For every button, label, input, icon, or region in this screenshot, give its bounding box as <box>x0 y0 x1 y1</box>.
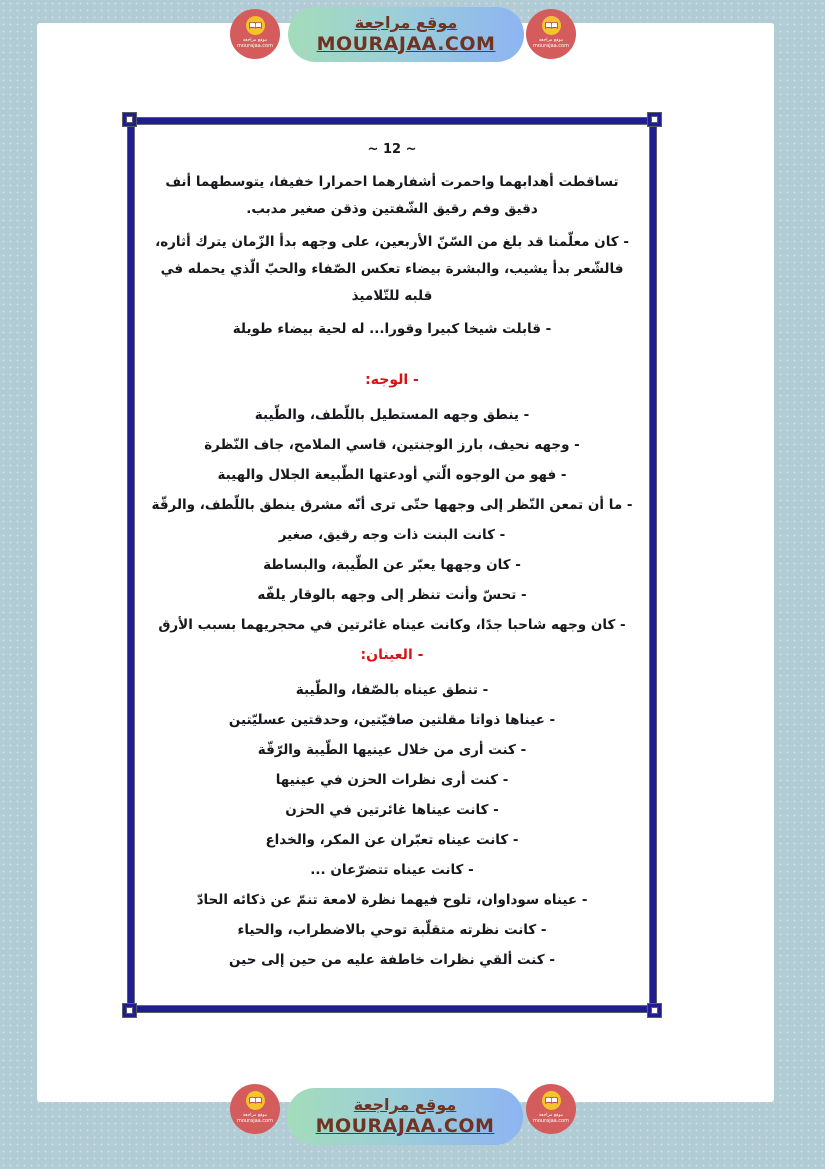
frame-corner-ornament <box>123 113 136 126</box>
description-line: - تحسّ وأنت تنظر إلى وجهه بالوقار يلفّه <box>257 587 527 603</box>
intro-paragraph: - قابلت شيخا كبيرا وقورا... له لحية بيضاء طويلة <box>232 321 552 337</box>
description-line: - ما أن تمعن النّظر إلى وجهها حتّى ترى أنّه مشرق ينطق باللّطف، والرقّة <box>151 497 633 513</box>
description-line: - عيناه سوداوان، تلوح فيهما نظرة لامعة تنمّ عن ذكائه الحادّ <box>196 892 588 908</box>
site-logo-badge <box>526 1084 576 1134</box>
intro-paragraph: - كان معلّمنا قد بلغ من السّنّ الأربعين، على وجهه بدأ الزّمان يترك أثاره، فالشّعر بدأ يشيب، والبشرة بيضاء تعكس الصّفاء والحبّ الّذي يحمله في قلبه للتّلاميذ <box>155 234 629 304</box>
frame-corner-ornament <box>648 113 661 126</box>
description-line: - عيناها ذواتا مقلتين صافيّتين، وحدقتين عسليّتين <box>228 712 556 728</box>
banner-site-url[interactable]: MOURAJAA.COM <box>316 33 496 55</box>
description-line: - كان وجهه شاحبا جدًا، وكانت عيناه غائرتين في محجريهما بسبب الأرق <box>158 617 626 633</box>
description-line: - تنطق عيناه بالصّفا، والطّيبة <box>295 682 489 698</box>
book-logo-icon <box>246 16 265 35</box>
frame-corner-ornament <box>123 1004 136 1017</box>
site-logo-badge <box>230 9 280 59</box>
badge-site-name-ar: موقع مراجعة <box>538 38 564 43</box>
badge-site-name-ar: موقع مراجعة <box>242 1113 268 1118</box>
description-line: - كنت أرى من خلال عينيها الطّيبة والرّقّة <box>257 742 527 758</box>
description-line: - فهو من الوجوه الّتي أودعتها الطّبيعة الجلال والهيبة <box>217 467 567 483</box>
section-heading-face: - الوجه: <box>365 372 419 388</box>
site-banner-link[interactable] <box>287 1088 523 1145</box>
site-banner-link[interactable] <box>288 7 524 62</box>
frame-corner-ornament <box>648 1004 661 1017</box>
book-logo-icon <box>542 16 561 35</box>
description-line: - كنت ألقي نظرات خاطفة عليه من حين إلى حين <box>229 952 555 968</box>
site-logo-badge <box>526 9 576 59</box>
badge-site-url: mourajaa.com <box>236 43 273 49</box>
description-line: - كانت عيناه تعبّران عن المكر، والخداع <box>265 832 519 848</box>
description-line: - كنت أرى نظرات الحزن في عينيها <box>275 772 509 788</box>
section-heading-eyes: - العينان: <box>360 647 424 663</box>
badge-site-url: mourajaa.com <box>236 1118 273 1124</box>
description-line: - كانت عيناها غائرتين في الحزن <box>285 802 499 818</box>
badge-site-name-ar: موقع مراجعة <box>242 38 268 43</box>
badge-site-name-ar: موقع مراجعة <box>538 1113 564 1118</box>
page-number: ~ 12 ~ <box>367 142 417 157</box>
book-logo-icon <box>246 1091 265 1110</box>
site-logo-badge <box>230 1084 280 1134</box>
description-line: - كانت البنت ذات وجه رقيق، صغير <box>278 527 506 543</box>
document-content <box>134 124 650 974</box>
description-line: - وجهه نحيف، بارز الوجنتين، قاسي الملامح، جاف النّظرة <box>204 437 580 453</box>
description-line: - ينطق وجهه المستطيل باللّطف، والطّيبة <box>254 407 530 423</box>
banner-site-name-ar[interactable]: موقع مراجعة <box>354 13 458 32</box>
intro-paragraph: تساقطت أهدابهما واحمرت أشفارهما احمرارا خفيفا، يتوسطهما أنف دقيق وفم رقيق الشّفتين وذقن صغير مدبب. <box>165 174 619 217</box>
description-line: - كان وجهها يعبّر عن الطّيبة، والبساطة <box>263 557 521 573</box>
banner-site-url[interactable]: MOURAJAA.COM <box>315 1115 495 1137</box>
description-line: - كانت نظرته متقلّبة توحي بالاضطراب، والحياء <box>237 922 547 938</box>
banner-site-name-ar[interactable]: موقع مراجعة <box>353 1095 457 1114</box>
description-line: - كانت عيناه تتضرّعان ... <box>310 862 474 878</box>
badge-site-url: mourajaa.com <box>532 43 569 49</box>
page-border-frame <box>128 118 656 1012</box>
badge-site-url: mourajaa.com <box>532 1118 569 1124</box>
book-logo-icon <box>542 1091 561 1110</box>
